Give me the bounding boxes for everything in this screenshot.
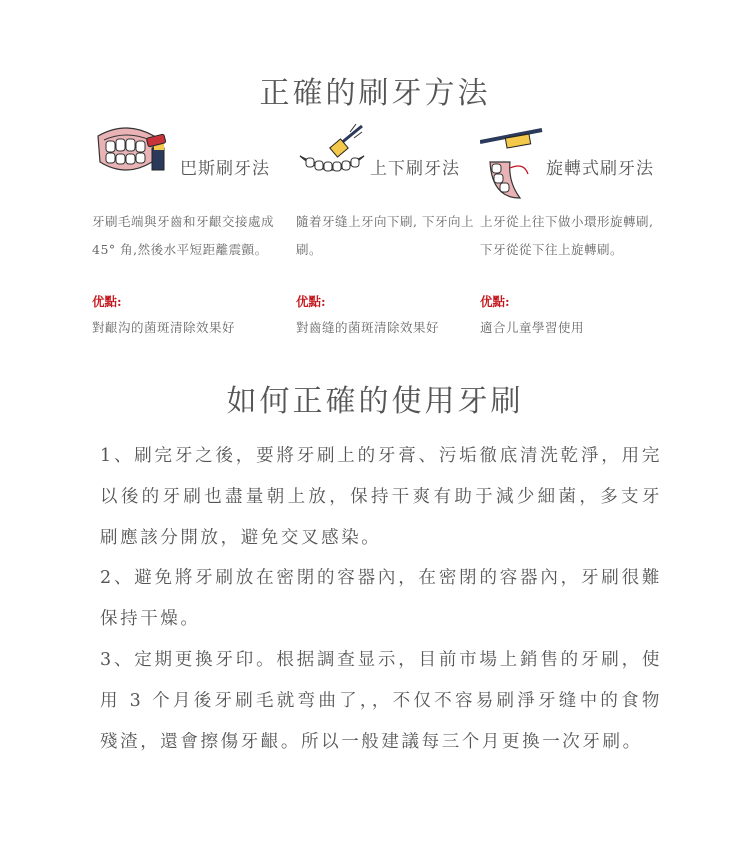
- paragraph: 3、定期更換牙印。根据調查显示，目前市場上銷售的牙刷，使用 3 个月後牙刷毛就弯曲了，，不仅不容易刷淨牙缝中的食物殘渣，還會擦傷牙齦。所以一般建議每三个月更換一次牙刷。: [100, 650, 662, 752]
- method-name: 巴斯刷牙法: [180, 159, 270, 179]
- paragraph: 2、避免將牙刷放在密閉的容器內，在密閉的容器內，牙刷很難保持干燥。: [100, 568, 662, 629]
- teeth-brush-illustration-icon: [296, 122, 368, 188]
- advantage-text: 對齒缝的菌斑清除效果好: [296, 320, 440, 335]
- section-title: 如何正確的使用牙刷: [226, 384, 524, 419]
- method-name: 旋轉式刷牙法: [546, 159, 654, 179]
- advantage-label: 优點:: [92, 294, 122, 309]
- page-title: 正確的刷牙方法: [259, 76, 491, 111]
- paragraph: 1、刷完牙之後，要將牙刷上的牙膏、污垢徹底清洗乾淨，用完以後的牙刷也盡量朝上放，保持干爽有助于減少細菌，多支牙刷應該分開放，避免交叉感染。: [100, 446, 662, 548]
- teeth-brush-illustration-icon: [480, 122, 550, 206]
- advantage-text: 對齦沟的菌斑清除效果好: [92, 320, 236, 335]
- teeth-brush-illustration-icon: [92, 122, 188, 186]
- method-description: 牙刷毛端與牙齒和牙齦交接處成45° 角,然後水平短距離震顫。: [92, 214, 275, 257]
- method-description: 隨着牙缝上牙向下刷, 下牙向上刷。: [296, 214, 474, 257]
- method-name: 上下刷牙法: [370, 159, 460, 179]
- advantage-label: 优點:: [296, 294, 326, 309]
- advantage-text: 適合儿童學習使用: [480, 320, 585, 335]
- advantage-label: 优點:: [480, 294, 510, 309]
- method-description: 上牙從上往下做小環形旋轉刷, 下牙從從下往上旋轉刷。: [480, 214, 654, 257]
